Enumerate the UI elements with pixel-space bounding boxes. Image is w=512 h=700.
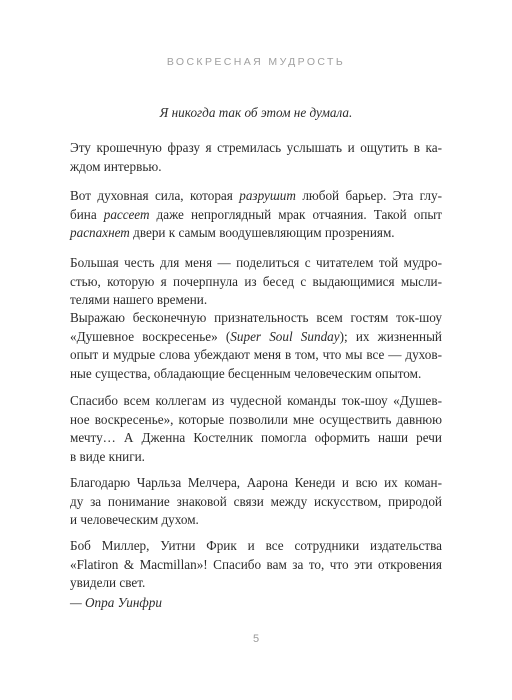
paragraph-5 xyxy=(70,392,442,466)
signature-block xyxy=(70,594,442,613)
paragraph-line: Вот духовная сила, которая разрушит любой барьер. Эта глу- xyxy=(70,188,442,203)
paragraph-line: Благодарю Чарльза Мелчера, Аарона Кенеди и всю их коман- xyxy=(70,475,442,490)
paragraph-line: опыт и мудрые слова убеждают меня в том, что мы все — духов- xyxy=(70,347,442,362)
paragraph-3 xyxy=(70,254,442,310)
page-number: 5 xyxy=(252,633,260,645)
paragraph-line: стью, которую я почерпнула из бесед с выдающимися мысли- xyxy=(70,273,442,289)
paragraph-line: увидели свет. xyxy=(70,575,146,590)
paragraph-line: «Душевное воскресенье» (Super Soul Sunday); их жизненный xyxy=(70,328,442,344)
paragraph-line: ждом интервью. xyxy=(70,158,162,174)
paragraph-line: и человеческим духом. xyxy=(70,512,199,527)
paragraph-line: в виде книги. xyxy=(70,448,145,464)
paragraph-line: бина рассеет даже непроглядный мрак отчаяния. Такой опыт xyxy=(70,206,443,222)
paragraph-line: ные существа, обладающие бесценным человеческим опытом. xyxy=(70,365,422,381)
paragraph-line: ное воскресенье», которые позволили мне осуществить давнюю xyxy=(70,411,442,427)
paragraph-line: Эту крошечную фразу я стремилась услышать и ощутить в ка- xyxy=(70,140,442,155)
paragraph-1 xyxy=(70,139,442,176)
running-header: ВОСКРЕСНАЯ МУДРОСТЬ xyxy=(166,56,346,68)
paragraph-line: Спасибо всем коллегам из чудесной команды ток-шоу «Душев- xyxy=(70,393,442,408)
paragraph-2 xyxy=(70,187,442,243)
paragraph-6 xyxy=(70,474,442,530)
paragraph-7 xyxy=(70,537,442,593)
paragraph-4 xyxy=(70,309,442,383)
paragraph-line: мечту… А Дженна Костелник помогла оформить наши речи xyxy=(70,430,442,445)
paragraph-line: распахнет двери к самым воодушевляющим прозрениям. xyxy=(70,225,395,240)
epigraph xyxy=(70,104,442,123)
paragraph-line: Выражаю бесконечную признательность всем гостям ток-шоу xyxy=(70,310,442,325)
paragraph-line: Боб Миллер, Уитни Фрик и все сотрудники издательства xyxy=(70,538,442,553)
paragraph-line: ду за понимание знаковой связи между искусством, природой xyxy=(70,493,442,509)
epigraph-text: Я никогда так об этом не думала. xyxy=(159,105,353,120)
signature: — Опра Уинфри xyxy=(70,595,162,610)
paragraph-line: телями нашего времени. xyxy=(70,292,208,307)
paragraph-line: «Flatiron & Macmillan»! Спасибо вам за то, что эти откровения xyxy=(70,556,442,572)
paragraph-line: Большая честь для меня — поделиться с читателем той мудро- xyxy=(70,255,442,270)
